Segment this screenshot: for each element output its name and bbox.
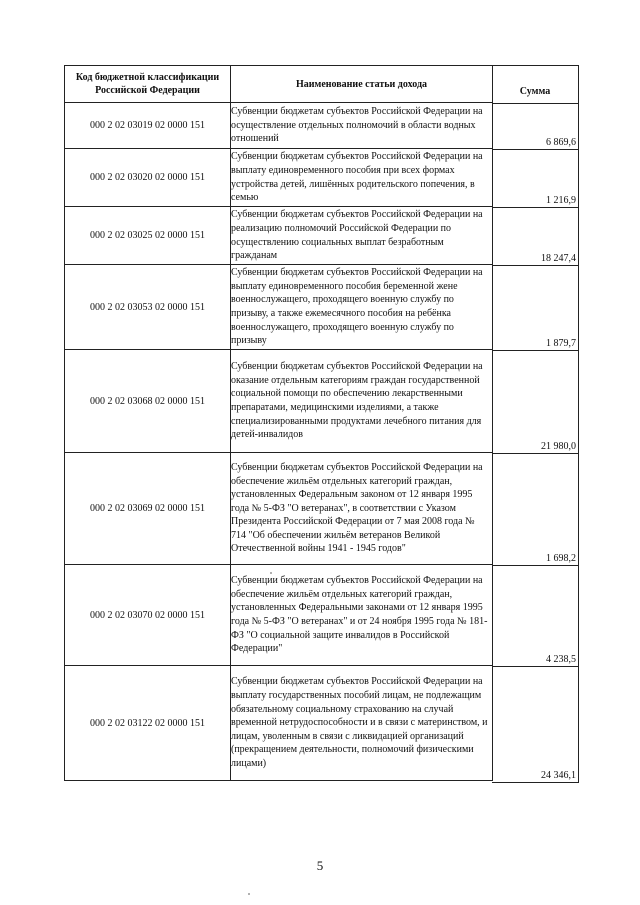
amount-cell [492, 667, 578, 782]
header-name: Наименование статьи дохода [231, 66, 493, 103]
table-row [65, 207, 493, 265]
row-amount: 24 346,1 [541, 770, 576, 781]
row-code: 000 2 02 03122 02 0000 151 [65, 666, 231, 781]
page-number: 5 [316, 858, 324, 873]
table-row [65, 350, 493, 453]
header-code: Код бюджетной классификации Российской Федерации [65, 66, 231, 103]
table-header-row [65, 66, 493, 103]
amount-cell [492, 266, 578, 351]
row-name: Субвенции бюджетам субъектов Российской Федерации на обеспечение жильём отдельных категорий граждан, установленных Федеральным законом от 12 января 1995 года № 5-ФЗ "О ветеранах", в соответствии с Указом Президента Российской Федерации от 7 мая 2008 года № 714 "Об обеспечении жильём ветеранов Великой Отечественной войны 1941 - 1945 годов" [231, 453, 493, 565]
table-row [65, 103, 493, 149]
row-code: 000 2 02 03070 02 0000 151 [65, 565, 231, 666]
amount-cell [492, 208, 578, 266]
amount-header-cell [492, 66, 578, 104]
row-amount: 1 216,9 [546, 195, 576, 206]
header-amount: Сумма [519, 86, 551, 97]
row-name: Субвенции бюджетам субъектов Российской Федерации на оказание отдельным категориям граждан государственной социальной помощи по обеспечению лекарственными препаратами, медицинскими изделиями, а также специализированными продуктами лечебного питания для детей-инвалидов [231, 350, 493, 453]
table-row [65, 666, 493, 781]
row-name: Субвенции бюджетам субъектов Российской Федерации на реализацию полномочий Российской Федерации по осуществлению социальных выплат безработным гражданам [231, 207, 493, 265]
row-name: Субвенции бюджетам субъектов Российской Федерации на обеспечение жильём отдельных категорий граждан, установленных Федеральными законами от 12 января 1995 года № 5-ФЗ "О ветеранах" и от 24 ноября 1995 года № 181-ФЗ "О социальной защите инвалидов в Российской Федерации" [231, 565, 493, 666]
row-name: Субвенции бюджетам субъектов Российской Федерации на выплату единовременного пособия при всех формах устройства детей, лишённых родительского попечения, в семью [231, 149, 493, 207]
table-row [65, 453, 493, 565]
table-row [65, 565, 493, 666]
amount-cell [492, 566, 578, 667]
row-name: Субвенции бюджетам субъектов Российской Федерации на выплату государственных пособий лицам, не подлежащим обязательному социальному страхованию на случай временной нетрудоспособности и в связи с материнством, и лицам, уволенным в связи с ликвидацией организаций (прекращением деятельности, полномочий физическими лицами) [231, 666, 493, 781]
row-amount: 1 879,7 [546, 338, 576, 349]
row-amount: 1 698,2 [546, 553, 576, 564]
amount-cell [492, 104, 578, 150]
row-name: Субвенции бюджетам субъектов Российской Федерации на осуществление отдельных полномочий в области водных отношений [231, 103, 493, 149]
row-amount: 18 247,4 [541, 253, 576, 264]
scan-speck [270, 572, 272, 574]
row-code: 000 2 02 03053 02 0000 151 [65, 265, 231, 350]
row-amount: 4 238,5 [546, 654, 576, 665]
table-row [65, 265, 493, 350]
row-name: Субвенции бюджетам субъектов Российской Федерации на выплату единовременного пособия беременной жене военнослужащего, проходящего военную службу по призыву, а также ежемесячного пособия на ребёнка военнослужащего, проходящего военную службу по призыву [231, 265, 493, 350]
revenue-table [64, 65, 493, 781]
row-code: 000 2 02 03019 02 0000 151 [65, 103, 231, 149]
row-amount: 6 869,6 [546, 137, 576, 148]
amount-cell [492, 454, 578, 566]
row-code: 000 2 02 03068 02 0000 151 [65, 350, 231, 453]
row-code: 000 2 02 03069 02 0000 151 [65, 453, 231, 565]
row-code: 000 2 02 03025 02 0000 151 [65, 207, 231, 265]
scan-speck [248, 893, 250, 895]
table-row [65, 149, 493, 207]
row-code: 000 2 02 03020 02 0000 151 [65, 149, 231, 207]
row-amount: 21 980,0 [541, 441, 576, 452]
amount-column [492, 65, 579, 783]
amount-cell [492, 351, 578, 454]
amount-cell [492, 150, 578, 208]
